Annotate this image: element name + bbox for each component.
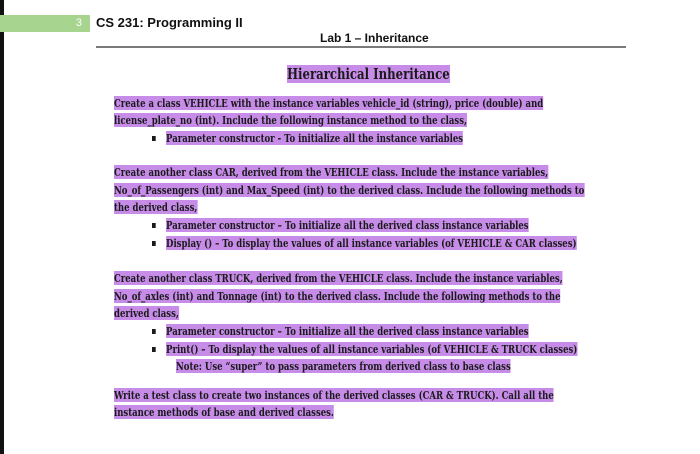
section-title: Hierarchical Inheritance bbox=[287, 65, 450, 83]
page-edge bbox=[0, 0, 4, 454]
block3-line-3: derived class, bbox=[114, 306, 179, 320]
block4-line-2: instance methods of base and derived classes. bbox=[114, 405, 334, 419]
block3-note: Note: Use “super” to pass parameters from derived class to base class bbox=[176, 359, 511, 373]
block4-line-1: Write a test class to create two instances of the derived classes (CAR & TRUCK). Call all the bbox=[114, 388, 554, 402]
block3-bullet-1: Parameter constructor – To initialize all the derived class instance variables bbox=[152, 324, 529, 339]
block2-bullet-1: Parameter constructor – To initialize all the derived class instance variables bbox=[152, 218, 529, 233]
bullet-icon bbox=[152, 347, 156, 352]
page-number-badge: 3 bbox=[0, 15, 90, 32]
block3-bullet-2: Print() – To display the values of all instance variables (of VEHICLE & TRUCK classes) bbox=[152, 342, 577, 357]
block1-line-1: Create a class VEHICLE with the instance variables vehicle_id (string), price (double) and bbox=[114, 96, 544, 110]
block1-line-2: license_plate_no (int). Include the following instance method to the class, bbox=[114, 113, 467, 127]
block2-line-3: the derived class, bbox=[114, 200, 198, 214]
bullet-icon bbox=[152, 136, 156, 141]
bullet-icon bbox=[152, 329, 156, 334]
bullet-icon bbox=[152, 223, 156, 228]
course-title: CS 231: Programming II bbox=[96, 15, 243, 30]
block3-line-2: No_of_axles (int) and Tonnage (int) to the derived class. Include the following methods to the bbox=[114, 289, 561, 303]
block2-line-1: Create another class CAR, derived from the VEHICLE class. Include the instance variables, bbox=[114, 165, 549, 179]
header-rule bbox=[96, 46, 626, 48]
block1-bullet-1: Parameter constructor - To initialize all the instance variables bbox=[152, 131, 463, 146]
lab-title: Lab 1 – Inheritance bbox=[320, 31, 429, 45]
bullet-icon bbox=[152, 241, 156, 246]
block2-line-2: No_of_Passengers (int) and Max_Speed (int) to the derived class. Include the following methods to bbox=[114, 183, 585, 197]
block3-line-1: Create another class TRUCK, derived from the VEHICLE class. Include the instance variables, bbox=[114, 271, 563, 285]
block2-bullet-2: Display () – To display the values of all instance variables (of VEHICLE & CAR classes) bbox=[152, 236, 577, 251]
